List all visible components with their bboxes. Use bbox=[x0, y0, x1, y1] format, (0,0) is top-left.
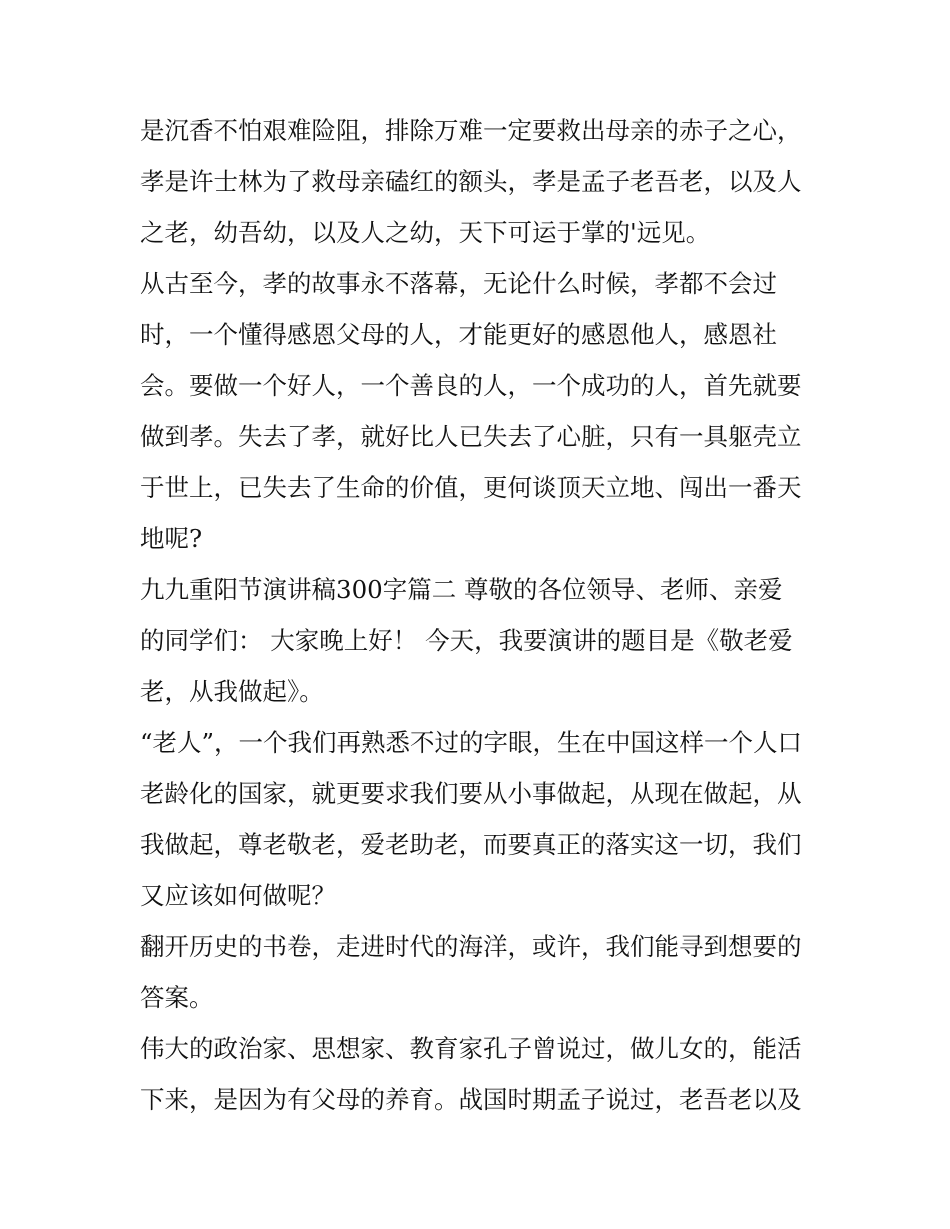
text-line: 的同学们： 大家晚上好！ 今天，我要演讲的题目是《敬老爱 bbox=[140, 626, 793, 655]
document-body bbox=[140, 105, 820, 1125]
text-line: 于世上，已失去了生命的价值，更何谈顶天立地、闯出一番天 bbox=[140, 473, 802, 502]
text-line: “老人”，一个我们再熟悉不过的字眼，生在中国这样一个人口 bbox=[140, 728, 803, 757]
text-line: 答案。 bbox=[140, 983, 214, 1012]
text-line: 下来，是因为有父母的养育。战国时期孟子说过，老吾老以及 bbox=[140, 1085, 802, 1114]
text-line: 我做起，尊老敬老，爱老助老，而要真正的落实这一切，我们 bbox=[140, 830, 802, 859]
text-line: 地呢? bbox=[140, 524, 203, 553]
text-line: 之老，幼吾幼，以及人之幼，天下可运于掌的'远见。 bbox=[140, 218, 711, 247]
text-line: 翻开历史的书卷，走进时代的海洋，或许，我们能寻到想要的 bbox=[140, 932, 802, 961]
text-line: 伟大的政治家、思想家、教育家孔子曾说过，做儿女的，能活 bbox=[140, 1034, 802, 1063]
text-line: 老，从我做起》。 bbox=[140, 677, 324, 706]
text-line: 又应该如何做呢？ bbox=[140, 881, 336, 910]
text-line: 从古至今，孝的故事永不落幕，无论什么时候，孝都不会过 bbox=[140, 269, 777, 298]
text-line: 做到孝。失去了孝，就好比人已失去了心脏，只有一具躯壳立 bbox=[140, 422, 802, 451]
text-line: 会。要做一个好人，一个善良的人，一个成功的人，首先就要 bbox=[140, 371, 802, 400]
text-line: 老龄化的国家，就更要求我们要从小事做起，从现在做起，从 bbox=[140, 779, 802, 808]
text-line: 孝是许士林为了救母亲磕红的额头，孝是孟子老吾老，以及人 bbox=[140, 167, 802, 196]
text-line: 是沉香不怕艰难险阻，排除万难一定要救出母亲的赤子之心， bbox=[140, 116, 802, 145]
text-line: 九九重阳节演讲稿300字篇二 尊敬的各位领导、老师、亲爱 bbox=[140, 575, 783, 604]
text-line: 时，一个懂得感恩父母的人，才能更好的感恩他人，感恩社 bbox=[140, 320, 777, 349]
